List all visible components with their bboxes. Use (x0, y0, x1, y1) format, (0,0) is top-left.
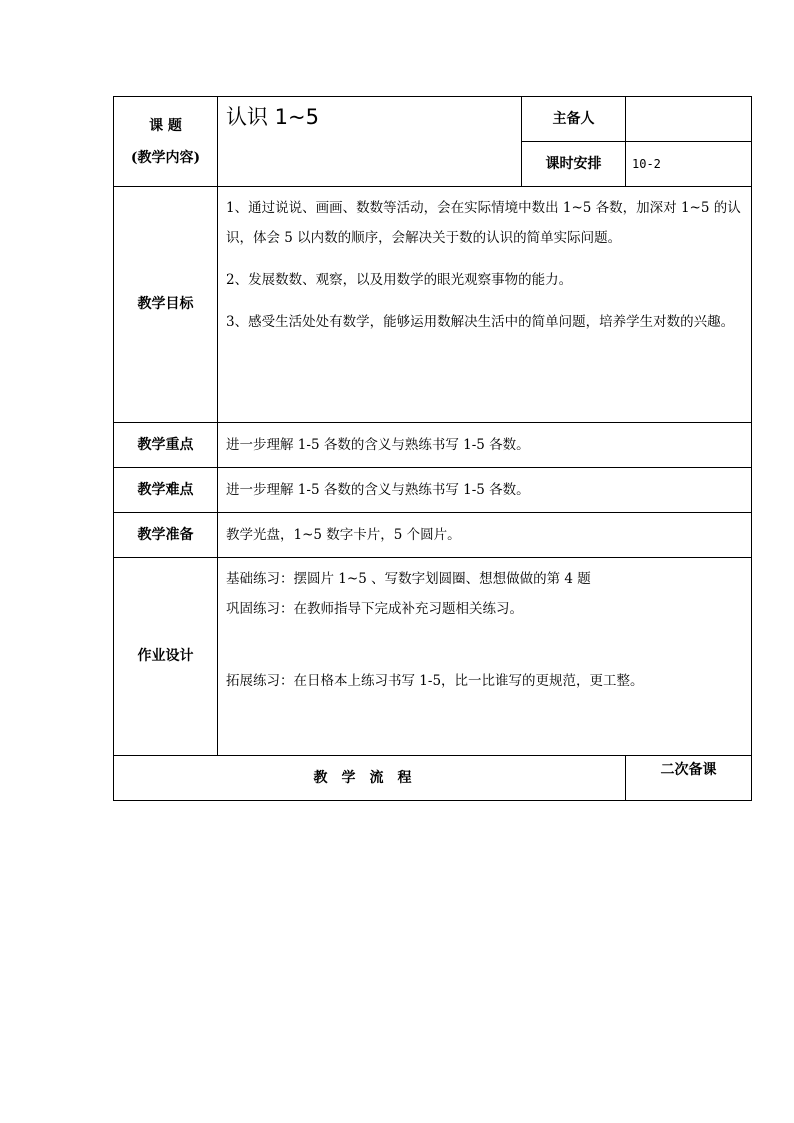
lesson-plan-table (113, 96, 752, 801)
objectives-content (218, 187, 752, 423)
preparation-label: 教学准备 (114, 513, 218, 558)
topic-sublabel: (教学内容) (130, 149, 201, 166)
topic-label-cell (114, 97, 218, 187)
objective-item: 2、发展数数、观察，以及用数学的眼光观察事物的能力。 (226, 272, 573, 288)
homework-basic: 基础练习：摆圆片 1~5 、写数字划圆圈、想想做做的第 4 题 (226, 571, 591, 587)
schedule-label: 课时安排 (522, 142, 626, 187)
topic-label: 课 题 (149, 117, 182, 134)
objectives-label: 教学目标 (114, 187, 218, 423)
preparation-value: 教学光盘，1~5 数字卡片，5 个圆片。 (218, 513, 752, 558)
homework-extend: 拓展练习：在日格本上练习书写 1-5，比一比谁写的更规范，更工整。 (226, 673, 644, 689)
difficulties-value: 进一步理解 1-5 各数的含义与熟练书写 1-5 各数。 (218, 468, 752, 513)
key-points-label: 教学重点 (114, 423, 218, 468)
teaching-flow-label: 教学流程 (114, 756, 626, 801)
preparer-value (626, 97, 752, 142)
homework-consolidate: 巩固练习：在教师指导下完成补充习题相关练习。 (226, 601, 523, 617)
homework-spacer (226, 624, 743, 654)
objective-item: 1、通过说说、画画、数数等活动，会在实际情境中数出 1~5 各数，加深对 1~5 的认识，体会 5 以内数的顺序，会解决关于数的认识的简单实际问题。 (226, 200, 741, 246)
homework-content (218, 558, 752, 756)
homework-label: 作业设计 (114, 558, 218, 756)
preparer-label: 主备人 (522, 97, 626, 142)
topic-value: 认识 1~5 (218, 97, 522, 187)
objective-item: 3、感受生活处处有数学，能够运用数解决生活中的简单问题，培养学生对数的兴趣。 (226, 314, 735, 330)
difficulties-label: 教学难点 (114, 468, 218, 513)
key-points-value: 进一步理解 1-5 各数的含义与熟练书写 1-5 各数。 (218, 423, 752, 468)
schedule-value: 10-2 (626, 142, 752, 187)
second-prep-label: 二次备课 (626, 756, 752, 801)
